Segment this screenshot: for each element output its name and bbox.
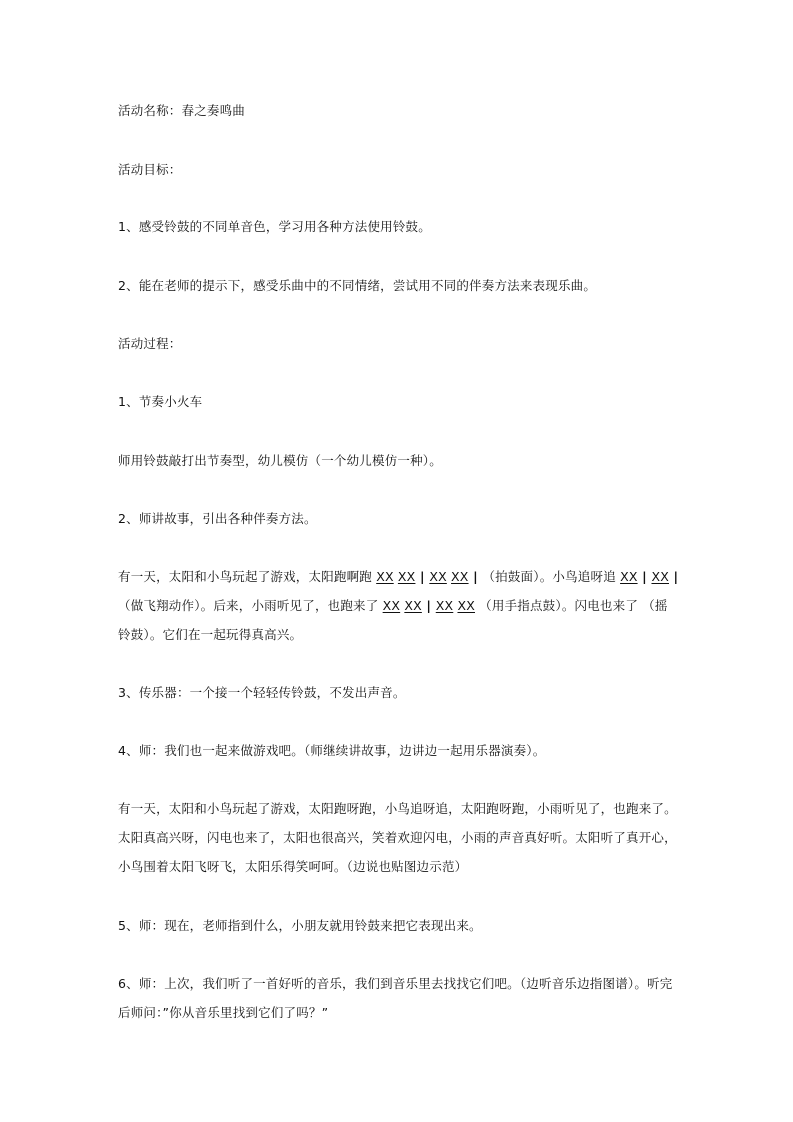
- rhythm-notation: XX: [457, 598, 475, 613]
- rhythm-notation: XX: [429, 569, 447, 584]
- bar-line: |: [468, 569, 483, 584]
- bar-line: |: [415, 569, 430, 584]
- step-1-description: 师用铃鼓敲打出节奏型，幼儿模仿（一个幼儿模仿一种）。: [118, 453, 442, 468]
- step-1-title: 1、节奏小火车: [118, 394, 203, 409]
- story-text: 有一天，太阳和小鸟玩起了游戏，太阳跑啊跑: [118, 569, 377, 584]
- goal-item-2: 2、能在老师的提示下，感受乐曲中的不同情绪，尝试用不同的伴奏方法来表现乐曲。: [118, 278, 597, 293]
- story-paragraph-full: 有一天，太阳和小鸟玩起了游戏，太阳跑呀跑，小鸟追呀追，太阳跑呀跑，小雨听见了，也跑来了。太阳真高兴呀，闪电也来了，太阳也很高兴，笑着欢迎闪电，小雨的声音真好听。太阳听了真开心，小鸟围着太阳飞呀飞，太阳乐得笑呵呵。（边说也贴图边示范）: [118, 801, 677, 874]
- story-text: （拍鼓面）。小鸟追呀追: [482, 569, 621, 584]
- step-5-title: 5、师：现在，老师指到什么，小朋友就用铃鼓来把它表现出来。: [118, 918, 482, 933]
- step-6-title: 6、师：上次，我们听了一首好听的音乐，我们到音乐里去找找它们吧。（边听音乐边指图谱）。听完后师问：”你从音乐里找到它们了吗？”: [118, 976, 673, 1020]
- goal-heading: 活动目标：: [118, 162, 182, 177]
- story-text: （做飞翔动作）。后来，小雨听见了，也跑来了: [118, 598, 383, 613]
- rhythm-notation: XX: [397, 569, 416, 584]
- step-2-title: 2、师讲故事，引出各种伴奏方法。: [118, 511, 317, 526]
- rhythm-notation: XX: [435, 598, 454, 613]
- rhythm-notation: XX: [404, 598, 422, 613]
- rhythm-notation: XX: [620, 569, 638, 584]
- bar-line: |: [421, 598, 436, 613]
- goal-item-1: 1、感受铃鼓的不同单音色，学习用各种方法使用铃鼓。: [118, 219, 431, 234]
- rhythm-notation: XX: [651, 569, 669, 584]
- bar-line: |: [669, 569, 679, 584]
- step-3-title: 3、传乐器：一个接一个轻轻传铃鼓，不发出声音。: [118, 685, 406, 700]
- rhythm-notation: XX: [382, 598, 401, 613]
- rhythm-notation: XX: [451, 569, 469, 584]
- activity-name: 活动名称：春之奏鸣曲: [118, 103, 246, 118]
- process-heading: 活动过程：: [118, 336, 182, 351]
- step-4-title: 4、师：我们也一起来做游戏吧。（师继续讲故事，边讲边一起用乐器演奏）。: [118, 743, 546, 758]
- rhythm-notation: XX: [376, 569, 394, 584]
- story-paragraph-rhythm: [118, 562, 680, 649]
- bar-line: |: [637, 569, 652, 584]
- story-text: （用手指点鼓）。闪电也来了 （摇铃鼓）。它们在一起玩得真高兴。: [118, 598, 668, 642]
